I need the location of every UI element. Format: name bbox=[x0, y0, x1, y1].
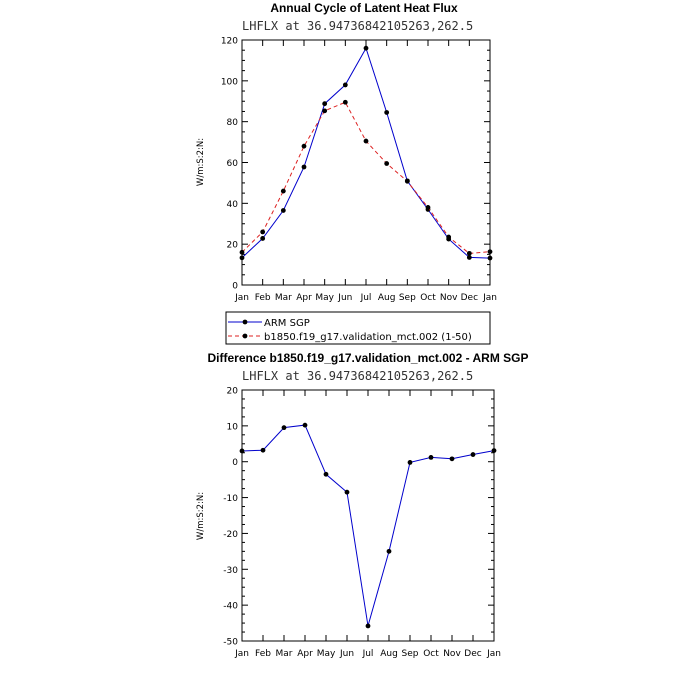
chart1-series-0-point bbox=[488, 256, 493, 261]
chart1-ylabel: W/m:S:2:N: bbox=[196, 137, 206, 187]
chart2-xtick-label: Oct bbox=[423, 649, 439, 659]
chart1-series-0-point bbox=[364, 46, 369, 51]
chart2-xtick-label: Feb bbox=[255, 649, 271, 659]
chart1-series-1-point bbox=[302, 144, 307, 149]
chart1-series-1-line bbox=[242, 102, 490, 253]
chart2-xtick-label: Jan bbox=[235, 649, 249, 659]
chart1-series-1-point bbox=[384, 161, 389, 166]
chart1-series-1-point bbox=[343, 100, 348, 105]
chart2-xtick-label: Sep bbox=[401, 649, 419, 659]
chart1-series-1-point bbox=[488, 249, 493, 254]
chart2-frame bbox=[242, 390, 494, 641]
chart1-series-1-point bbox=[240, 250, 245, 255]
legend-label-arm: ARM SGP bbox=[264, 318, 310, 329]
chart1-xtick-label: Mar bbox=[274, 293, 292, 303]
legend-marker-model bbox=[243, 334, 248, 339]
chart2-ytick-label: -50 bbox=[223, 637, 238, 648]
chart1-series-0-point bbox=[281, 208, 286, 213]
chart2-series-0-point bbox=[471, 452, 476, 457]
chart1-plot bbox=[221, 37, 497, 304]
chart1-series-0-point bbox=[322, 101, 327, 106]
chart2-xtick-label: Aug bbox=[380, 649, 398, 659]
chart1-ytick-label: 120 bbox=[220, 36, 238, 47]
legend-label-model: b1850.f19_g17.validation_mct.002 (1-50) bbox=[264, 332, 472, 343]
chart1-xtick-label: Jun bbox=[338, 293, 353, 303]
chart2-series-0-point bbox=[450, 456, 455, 461]
chart2-xtick-label: Apr bbox=[297, 649, 313, 659]
chart1-series-1-point bbox=[281, 189, 286, 194]
chart1-xtick-label: Aug bbox=[377, 293, 396, 303]
chart1-xtick-label: Jul bbox=[360, 293, 372, 303]
chart1-series-1-point bbox=[260, 230, 265, 235]
chart2-xtick-label: Jun bbox=[339, 649, 355, 659]
chart1-xtick-label: Jan bbox=[483, 293, 497, 303]
chart1-series-1-point bbox=[446, 235, 451, 240]
chart1-ytick-label: 60 bbox=[226, 159, 238, 169]
chart1-xtick-label: May bbox=[315, 293, 334, 303]
chart1-ytick-label: 80 bbox=[226, 118, 238, 129]
chart2-title: Difference b1850.f19_g17.validation_mct.002 - ARM SGP bbox=[207, 351, 529, 365]
chart1-series-1-point bbox=[322, 108, 327, 113]
chart2-series-0-point bbox=[345, 490, 350, 495]
chart1-series-0-point bbox=[260, 236, 265, 241]
chart1-xtick-label: Sep bbox=[398, 293, 416, 303]
chart1-ytick-label: 40 bbox=[226, 199, 238, 210]
chart1-series-0-point bbox=[302, 165, 307, 170]
chart2-xtick-label: Dec bbox=[464, 649, 482, 659]
chart2-ytick-label: 20 bbox=[226, 386, 238, 397]
chart1-ytick-label: 20 bbox=[226, 240, 238, 251]
chart2-xtick-label: Nov bbox=[443, 649, 461, 659]
chart2-series-0-point bbox=[261, 448, 266, 453]
chart1-series-1-point bbox=[467, 251, 472, 256]
chart1-series-1-point bbox=[364, 139, 369, 144]
chart1-series-0-line bbox=[242, 48, 490, 258]
chart2-series-0-point bbox=[303, 423, 308, 428]
chart2-series-0-point bbox=[240, 449, 245, 454]
legend-marker-arm bbox=[243, 320, 248, 325]
chart2-series-0-point bbox=[429, 455, 434, 460]
chart1-xtick-label: Nov bbox=[439, 293, 458, 303]
legend bbox=[226, 312, 490, 344]
chart2-plot bbox=[223, 387, 501, 660]
chart2-ytick-label: -30 bbox=[223, 565, 238, 576]
chart2-ytick-label: 10 bbox=[226, 422, 238, 433]
chart1-ytick-label: 0 bbox=[232, 281, 238, 292]
chart1-xtick-label: Jan bbox=[235, 293, 249, 303]
chart1-series-1-point bbox=[405, 179, 410, 184]
chart1-series-0-point bbox=[384, 110, 389, 115]
chart1-frame bbox=[242, 40, 490, 285]
chart2-series-0-point bbox=[324, 472, 329, 477]
chart1-xtick-label: Dec bbox=[460, 293, 479, 303]
chart2-series-0-point bbox=[282, 425, 287, 430]
chart1-xtick-label: Apr bbox=[296, 293, 312, 303]
chart2-ytick-label: 0 bbox=[232, 458, 238, 469]
chart1-series-1-point bbox=[426, 205, 431, 210]
chart2-series-0-point bbox=[408, 460, 413, 465]
chart2-series-0-point bbox=[387, 549, 392, 554]
chart2-ytick-label: -40 bbox=[223, 601, 238, 612]
chart2-series-0-point bbox=[492, 448, 497, 453]
chart1-xtick-label: Oct bbox=[420, 293, 436, 303]
chart1-series-0-point bbox=[343, 83, 348, 88]
chart2-xtick-label: Jan bbox=[487, 649, 501, 659]
chart1-series-0-point bbox=[240, 255, 245, 260]
chart2-ytick-label: -10 bbox=[223, 494, 238, 505]
chart1-ytick-label: 100 bbox=[220, 77, 238, 88]
chart1-subtitle: LHFLX at 36.94736842105263,262.5 bbox=[242, 19, 474, 33]
chart2-series-0-point bbox=[366, 624, 371, 629]
chart1-series-0-point bbox=[467, 255, 472, 260]
chart2-xtick-label: Jul bbox=[362, 649, 374, 659]
chart2-xtick-label: Mar bbox=[275, 649, 293, 659]
chart2-xtick-label: May bbox=[316, 649, 336, 659]
chart2-ytick-label: -20 bbox=[223, 529, 238, 540]
chart2-ylabel: W/m:S:2:N: bbox=[196, 491, 206, 541]
chart2-subtitle: LHFLX at 36.94736842105263,262.5 bbox=[242, 369, 474, 383]
chart1-title: Annual Cycle of Latent Heat Flux bbox=[270, 1, 458, 15]
chart2-series-0-line bbox=[242, 425, 494, 626]
chart1-xtick-label: Feb bbox=[254, 293, 271, 303]
